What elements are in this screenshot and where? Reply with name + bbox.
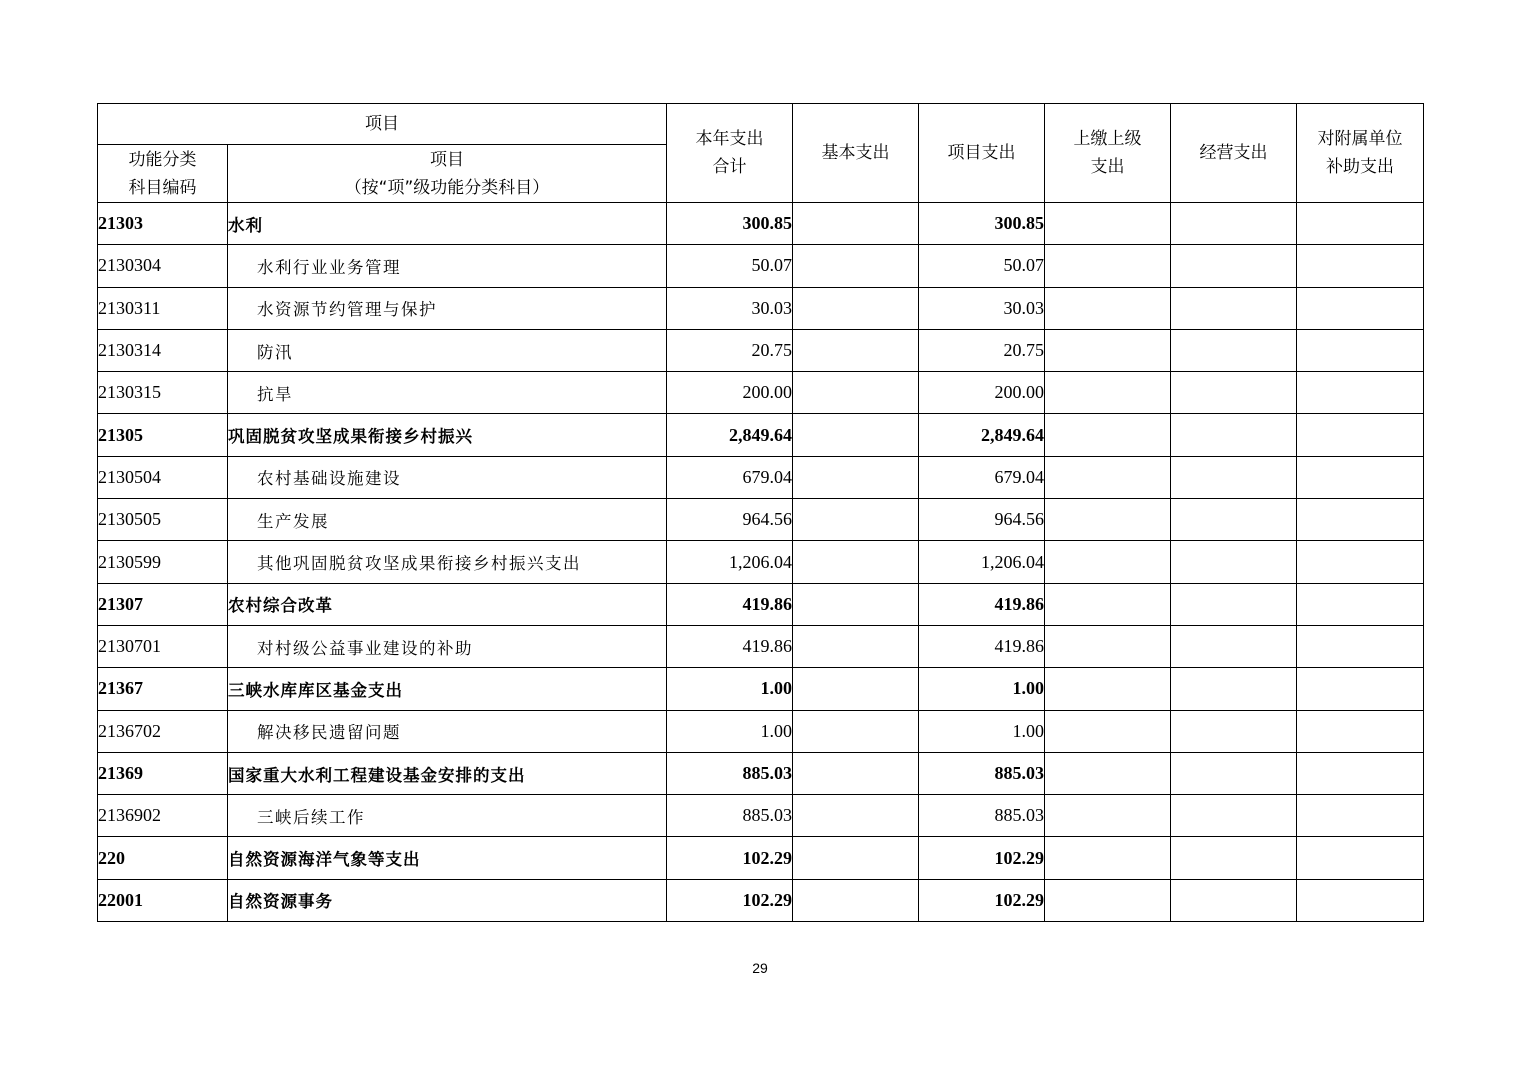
table-body: [98, 203, 1424, 922]
cell-upper: [1045, 668, 1171, 710]
cell-basic: [793, 795, 919, 837]
table-row: [98, 329, 1424, 371]
cell-basic: [793, 372, 919, 414]
cell-project: 1.00: [919, 668, 1045, 710]
header-project: 项目支出: [919, 104, 1045, 203]
cell-basic: [793, 541, 919, 583]
cell-upper: [1045, 879, 1171, 921]
table-row: [98, 499, 1424, 541]
cell-operating: [1171, 752, 1297, 794]
cell-basic: [793, 668, 919, 710]
cell-basic: [793, 203, 919, 245]
cell-project: 964.56: [919, 499, 1045, 541]
cell-total: 1.00: [667, 668, 793, 710]
cell-upper: [1045, 245, 1171, 287]
cell-code: 2130505: [98, 499, 228, 541]
cell-total: 102.29: [667, 879, 793, 921]
cell-total: 885.03: [667, 752, 793, 794]
header-operating: 经营支出: [1171, 104, 1297, 203]
cell-project: 30.03: [919, 287, 1045, 329]
cell-upper: [1045, 372, 1171, 414]
cell-project: 419.86: [919, 583, 1045, 625]
cell-total: 885.03: [667, 795, 793, 837]
cell-operating: [1171, 245, 1297, 287]
cell-total: 419.86: [667, 625, 793, 667]
table-row: [98, 245, 1424, 287]
cell-subsidy: [1297, 203, 1424, 245]
cell-code: 2130315: [98, 372, 228, 414]
cell-operating: [1171, 456, 1297, 498]
table-row: [98, 203, 1424, 245]
table-row: [98, 879, 1424, 921]
cell-basic: [793, 456, 919, 498]
cell-total: 964.56: [667, 499, 793, 541]
cell-code: 2130701: [98, 625, 228, 667]
cell-name: 三峡后续工作: [228, 795, 667, 837]
cell-subsidy: [1297, 541, 1424, 583]
cell-project: 300.85: [919, 203, 1045, 245]
cell-total: 102.29: [667, 837, 793, 879]
cell-subsidy: [1297, 372, 1424, 414]
header-project-group: 项目: [98, 104, 667, 145]
budget-table: [97, 103, 1424, 922]
header-subsidy: 对附属单位 补助支出: [1297, 104, 1424, 203]
cell-upper: [1045, 583, 1171, 625]
cell-operating: [1171, 329, 1297, 371]
cell-name: 解决移民遗留问题: [228, 710, 667, 752]
table-row: [98, 837, 1424, 879]
cell-project: 2,849.64: [919, 414, 1045, 456]
table-row: [98, 583, 1424, 625]
cell-upper: [1045, 710, 1171, 752]
table-row: [98, 625, 1424, 667]
cell-basic: [793, 499, 919, 541]
cell-name: 对村级公益事业建设的补助: [228, 625, 667, 667]
cell-code: 220: [98, 837, 228, 879]
cell-name: 抗旱: [228, 372, 667, 414]
cell-code: 2130311: [98, 287, 228, 329]
cell-name: 水利行业业务管理: [228, 245, 667, 287]
cell-basic: [793, 879, 919, 921]
cell-code: 21303: [98, 203, 228, 245]
cell-total: 20.75: [667, 329, 793, 371]
table-header: [98, 104, 1424, 203]
table-row: [98, 752, 1424, 794]
table-row: [98, 795, 1424, 837]
cell-code: 2130504: [98, 456, 228, 498]
cell-name: 其他巩固脱贫攻坚成果衔接乡村振兴支出: [228, 541, 667, 583]
cell-name: 国家重大水利工程建设基金安排的支出: [228, 752, 667, 794]
cell-subsidy: [1297, 668, 1424, 710]
cell-total: 1,206.04: [667, 541, 793, 583]
cell-upper: [1045, 837, 1171, 879]
cell-name: 农村基础设施建设: [228, 456, 667, 498]
cell-operating: [1171, 287, 1297, 329]
cell-code: 21369: [98, 752, 228, 794]
cell-subsidy: [1297, 245, 1424, 287]
cell-basic: [793, 329, 919, 371]
cell-subsidy: [1297, 329, 1424, 371]
cell-name: 水利: [228, 203, 667, 245]
cell-project: 679.04: [919, 456, 1045, 498]
cell-subsidy: [1297, 837, 1424, 879]
page-number: 29: [752, 960, 768, 976]
cell-operating: [1171, 879, 1297, 921]
cell-upper: [1045, 329, 1171, 371]
cell-upper: [1045, 541, 1171, 583]
cell-project: 50.07: [919, 245, 1045, 287]
cell-total: 300.85: [667, 203, 793, 245]
cell-name: 防汛: [228, 329, 667, 371]
table-row: [98, 541, 1424, 583]
cell-subsidy: [1297, 287, 1424, 329]
cell-operating: [1171, 710, 1297, 752]
cell-operating: [1171, 668, 1297, 710]
header-code: 功能分类 科目编码: [98, 145, 228, 203]
cell-basic: [793, 710, 919, 752]
cell-upper: [1045, 499, 1171, 541]
table-row: [98, 372, 1424, 414]
cell-subsidy: [1297, 795, 1424, 837]
cell-basic: [793, 837, 919, 879]
cell-operating: [1171, 837, 1297, 879]
cell-subsidy: [1297, 625, 1424, 667]
cell-operating: [1171, 625, 1297, 667]
cell-upper: [1045, 414, 1171, 456]
cell-project: 20.75: [919, 329, 1045, 371]
table-row: [98, 414, 1424, 456]
cell-upper: [1045, 625, 1171, 667]
cell-subsidy: [1297, 499, 1424, 541]
cell-basic: [793, 414, 919, 456]
cell-code: 21307: [98, 583, 228, 625]
cell-subsidy: [1297, 710, 1424, 752]
cell-code: 22001: [98, 879, 228, 921]
cell-operating: [1171, 541, 1297, 583]
cell-total: 30.03: [667, 287, 793, 329]
cell-name: 生产发展: [228, 499, 667, 541]
header-basic: 基本支出: [793, 104, 919, 203]
cell-name: 农村综合改革: [228, 583, 667, 625]
cell-project: 102.29: [919, 879, 1045, 921]
cell-project: 885.03: [919, 752, 1045, 794]
cell-total: 419.86: [667, 583, 793, 625]
cell-basic: [793, 287, 919, 329]
table-row: [98, 456, 1424, 498]
cell-upper: [1045, 752, 1171, 794]
cell-total: 1.00: [667, 710, 793, 752]
table-row: [98, 287, 1424, 329]
cell-operating: [1171, 583, 1297, 625]
cell-subsidy: [1297, 879, 1424, 921]
cell-project: 200.00: [919, 372, 1045, 414]
cell-operating: [1171, 414, 1297, 456]
header-total: 本年支出 合计: [667, 104, 793, 203]
cell-basic: [793, 752, 919, 794]
cell-project: 102.29: [919, 837, 1045, 879]
cell-subsidy: [1297, 752, 1424, 794]
cell-project: 1.00: [919, 710, 1045, 752]
cell-name: 水资源节约管理与保护: [228, 287, 667, 329]
cell-code: 2136702: [98, 710, 228, 752]
cell-operating: [1171, 203, 1297, 245]
cell-total: 50.07: [667, 245, 793, 287]
cell-upper: [1045, 456, 1171, 498]
cell-total: 200.00: [667, 372, 793, 414]
table-row: [98, 668, 1424, 710]
header-name: 项目 （按“项”级功能分类科目）: [228, 145, 667, 203]
cell-name: 自然资源海洋气象等支出: [228, 837, 667, 879]
cell-project: 1,206.04: [919, 541, 1045, 583]
cell-subsidy: [1297, 583, 1424, 625]
cell-name: 巩固脱贫攻坚成果衔接乡村振兴: [228, 414, 667, 456]
cell-name: 三峡水库库区基金支出: [228, 668, 667, 710]
cell-basic: [793, 583, 919, 625]
cell-upper: [1045, 287, 1171, 329]
cell-code: 2130304: [98, 245, 228, 287]
cell-code: 21305: [98, 414, 228, 456]
cell-basic: [793, 245, 919, 287]
cell-name: 自然资源事务: [228, 879, 667, 921]
cell-code: 2136902: [98, 795, 228, 837]
cell-total: 679.04: [667, 456, 793, 498]
cell-operating: [1171, 499, 1297, 541]
cell-code: 2130314: [98, 329, 228, 371]
cell-upper: [1045, 203, 1171, 245]
cell-operating: [1171, 372, 1297, 414]
cell-operating: [1171, 795, 1297, 837]
cell-subsidy: [1297, 456, 1424, 498]
header-upper: 上缴上级 支出: [1045, 104, 1171, 203]
cell-code: 21367: [98, 668, 228, 710]
cell-basic: [793, 625, 919, 667]
cell-subsidy: [1297, 414, 1424, 456]
cell-upper: [1045, 795, 1171, 837]
table-row: [98, 710, 1424, 752]
cell-total: 2,849.64: [667, 414, 793, 456]
cell-code: 2130599: [98, 541, 228, 583]
cell-project: 885.03: [919, 795, 1045, 837]
cell-project: 419.86: [919, 625, 1045, 667]
